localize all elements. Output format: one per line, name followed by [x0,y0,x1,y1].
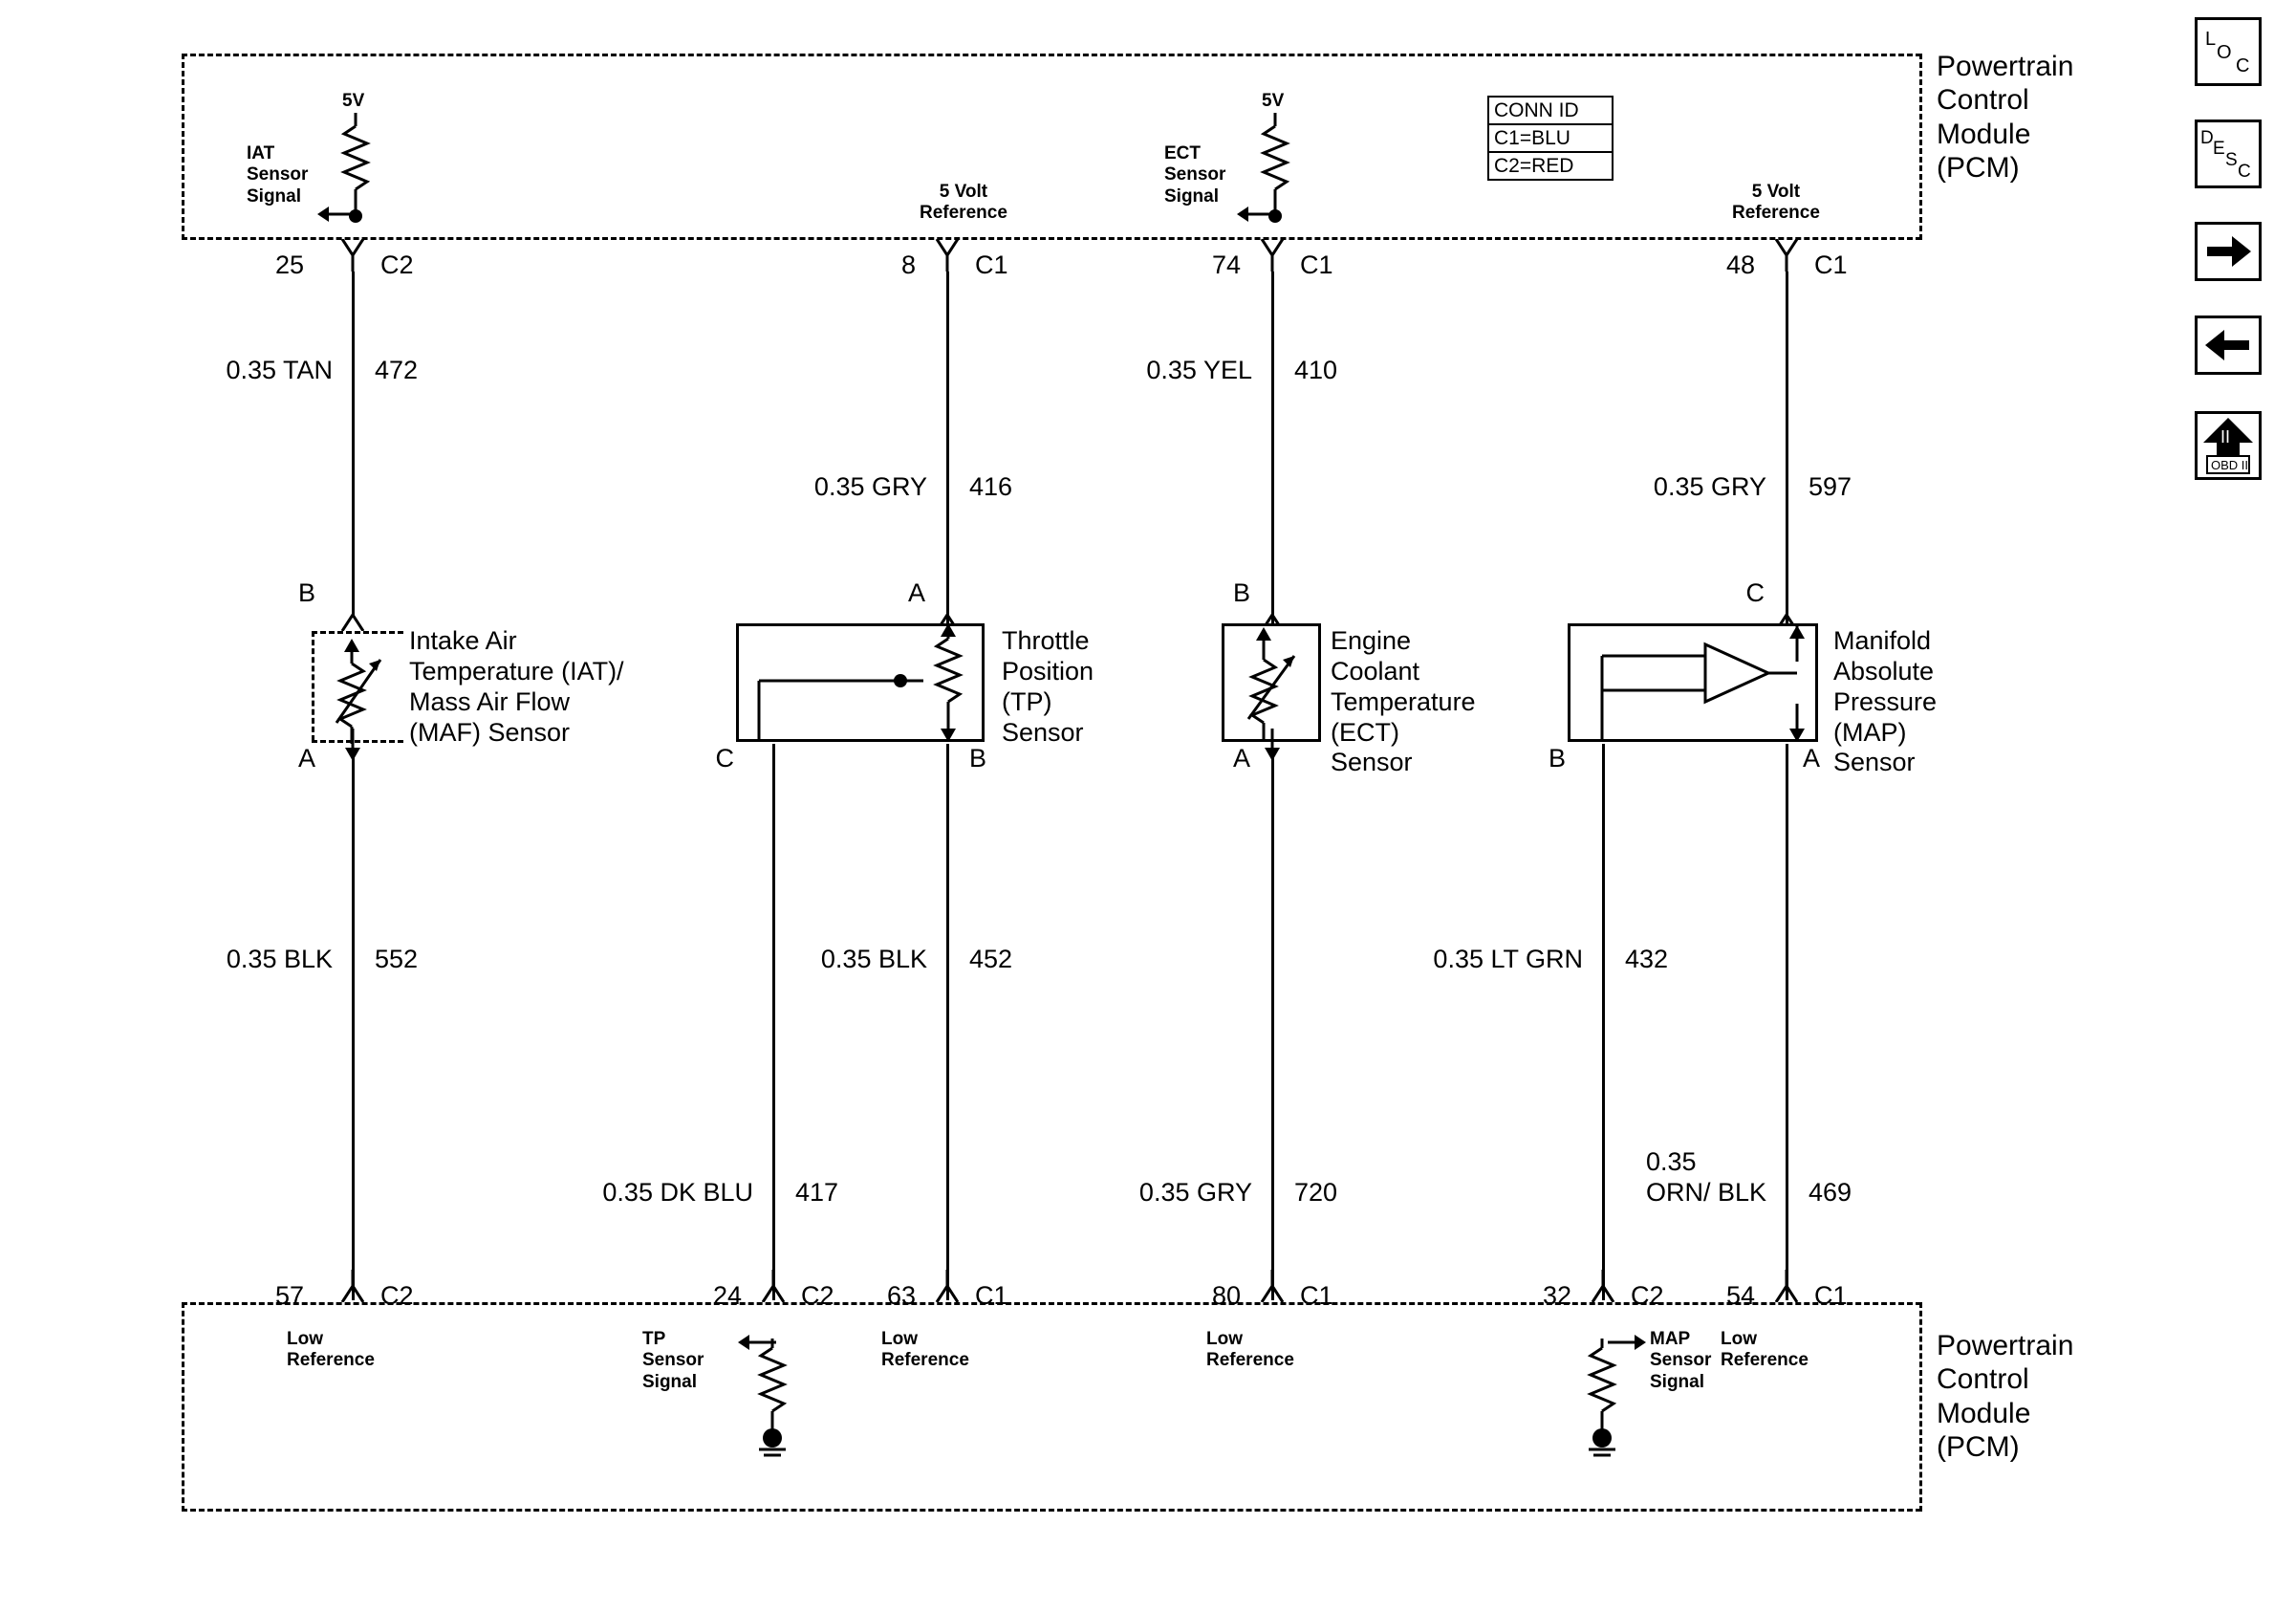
pin-number-bottom-4: 80 [1211,1281,1241,1310]
pin-marker-top-2 [935,239,960,272]
iat-terminal-b-label: B [297,578,315,607]
pin-marker-bottom-5 [1591,1270,1615,1302]
pin-conn-bottom-2: C2 [801,1281,834,1310]
wire-circuit-469: 469 [1809,1178,1852,1207]
pcm-bottom-border-left [182,1302,184,1512]
tp-terminal-a-label: A [907,578,925,607]
map-terminal-b-label: B [1548,744,1566,773]
wire-ect-low-ref [1271,755,1274,1300]
wire-circuit-720: 720 [1294,1178,1338,1207]
pcm-top-border-bottom [182,237,1921,240]
wire-circuit-452: 452 [969,945,1013,973]
pin-marker-bottom-4 [1260,1270,1285,1302]
iat-sensor-body-left [312,631,314,741]
map-pulldown-resistor-icon [1585,1339,1623,1457]
svg-text:E: E [2213,139,2225,159]
iat-terminal-b-marker [340,604,365,631]
pcm-bottom-title: Powertrain Control Module (PCM) [1937,1330,2074,1464]
conn-id-c1: C1=BLU [1489,125,1612,153]
tp-terminal-c-label: C [715,744,734,773]
iat-terminal-a-label: A [297,744,315,773]
wire-label-472: 0.35 TAN [226,356,333,384]
pcm-top-border-top [182,54,1921,56]
pin-number-top-1: 25 [274,250,304,279]
wire-label-469: 0.35 ORN/ BLK [1645,1147,1766,1207]
obd2-button[interactable] [2195,411,2262,480]
map-sensor-signal-label: MAP Sensor Signal [1650,1329,1712,1392]
pin-conn-bottom-4: C1 [1300,1281,1333,1310]
wire-ect-signal [1271,272,1274,627]
wire-iat-low-ref [352,755,355,1300]
wire-tp-low-ref [946,744,949,1300]
pcm-bottom-border-bottom [182,1509,1921,1512]
iat-junction-dot-icon [346,207,365,226]
tp-sensor-signal-label: TP Sensor Signal [642,1329,704,1392]
wire-label-417: 0.35 DK BLU [602,1178,753,1207]
pin-marker-bottom-6 [1774,1270,1799,1302]
svg-text:C: C [2238,162,2251,182]
pin-number-bottom-2: 24 [712,1281,742,1310]
ect-junction-dot-icon [1266,207,1285,226]
ect-terminal-a-label: A [1232,744,1250,773]
svg-text:D: D [2200,128,2214,148]
pin-marker-bottom-1 [340,1270,365,1302]
wire-map-signal [1786,744,1788,1300]
pin-marker-bottom-2 [761,1270,786,1302]
pin-number-top-4: 48 [1725,250,1755,279]
pcm-top-border-left [182,54,184,240]
five-volt-label-right: 5V [1262,91,1285,111]
map-terminal-c-label: C [1745,578,1765,607]
arrow-left-icon [2198,318,2259,372]
wire-label-720: 0.35 GRY [1138,1178,1252,1207]
pin-marker-top-4 [1774,239,1799,272]
low-reference-label-2: Low Reference [881,1329,969,1371]
low-reference-label-4: Low Reference [1721,1329,1809,1371]
wire-label-432: 0.35 LT GRN [1433,945,1583,973]
pin-conn-top-1: C2 [380,250,414,279]
ect-terminal-b-label: B [1232,578,1250,607]
wire-tp-signal [772,744,775,1300]
tp-pulldown-resistor-icon [755,1339,793,1457]
wire-circuit-472: 472 [375,356,419,384]
pin-marker-top-1 [340,239,365,272]
iat-thermistor-icon [331,631,400,746]
pcm-bottom-border-top [182,1302,1921,1305]
ect-thermistor-icon [1241,623,1313,742]
pcm-top-border-right [1919,54,1922,240]
map-sensor-name: Manifold Absolute Pressure (MAP) Sensor [1833,626,1938,777]
pin-conn-top-2: C1 [975,250,1008,279]
pin-number-bottom-1: 57 [274,1281,304,1310]
pcm-top-title: Powertrain Control Module (PCM) [1937,51,2074,185]
ect-sensor-name: Engine Coolant Temperature (ECT) Sensor [1331,626,1476,777]
svg-text:II: II [2220,427,2231,446]
obd2-icon [2198,414,2259,477]
wire-circuit-410: 410 [1294,356,1338,384]
pin-number-top-3: 74 [1211,250,1241,279]
conn-id-header: CONN ID [1489,98,1612,125]
iat-sensor-name: Intake Air Temperature (IAT)/ Mass Air Flow (MAF) Sensor [409,626,624,747]
wire-label-597: 0.35 GRY [1653,472,1766,501]
pin-conn-top-3: C1 [1300,250,1333,279]
map-amplifier-icon [1581,623,1810,742]
svg-text:L: L [2205,29,2217,50]
wire-iat-signal [352,272,355,618]
conn-id-legend [1487,96,1614,181]
wire-circuit-552: 552 [375,945,419,973]
pin-conn-bottom-5: C2 [1631,1281,1664,1310]
tp-potentiometer-icon [755,623,975,742]
pin-conn-bottom-1: C2 [380,1281,414,1310]
five-volt-reference-label-map: 5 Volt Reference [1732,182,1820,224]
next-button[interactable] [2195,222,2262,281]
pin-number-bottom-3: 63 [886,1281,916,1310]
wire-circuit-416: 416 [969,472,1013,501]
wire-circuit-432: 432 [1625,945,1669,973]
low-reference-label-1: Low Reference [287,1329,375,1371]
wire-label-552: 0.35 BLK [226,945,333,973]
svg-text:C: C [2236,55,2250,76]
pin-conn-bottom-6: C1 [1814,1281,1848,1310]
pin-marker-bottom-3 [935,1270,960,1302]
previous-button[interactable] [2195,316,2262,375]
wire-map-low-ref [1602,744,1605,1300]
pin-conn-bottom-3: C1 [975,1281,1008,1310]
wire-circuit-417: 417 [795,1178,839,1207]
pin-marker-top-3 [1260,239,1285,272]
pin-number-bottom-5: 32 [1542,1281,1571,1310]
wire-label-416: 0.35 GRY [813,472,927,501]
wire-label-410: 0.35 YEL [1146,356,1252,384]
map-terminal-a-label: A [1803,744,1821,773]
five-volt-reference-label-tp: 5 Volt Reference [920,182,1007,224]
desc-button[interactable] [2195,120,2262,188]
svg-text:S: S [2225,150,2238,170]
svg-text:OBD II: OBD II [2211,458,2249,472]
ect-sensor-signal-label: ECT Sensor Signal [1164,143,1226,207]
tp-sensor-name: Throttle Position (TP) Sensor [1002,626,1094,747]
pin-conn-top-4: C1 [1814,250,1848,279]
loc-button[interactable] [2195,17,2262,86]
wire-tp-5v-ref [946,272,949,627]
low-reference-label-3: Low Reference [1206,1329,1294,1371]
five-volt-label-left: 5V [342,91,365,111]
wire-circuit-597: 597 [1809,472,1852,501]
pin-number-top-2: 8 [900,250,916,279]
svg-text:O: O [2217,42,2232,63]
iat-sensor-signal-label: IAT Sensor Signal [247,143,309,207]
wire-label-452: 0.35 BLK [820,945,927,973]
pcm-bottom-border-right [1919,1302,1922,1512]
conn-id-c2: C2=RED [1494,155,1574,177]
pin-number-bottom-6: 54 [1725,1281,1755,1310]
wire-map-5v-ref [1786,272,1788,627]
tp-terminal-b-label: B [969,744,987,773]
arrow-right-icon [2198,225,2259,278]
